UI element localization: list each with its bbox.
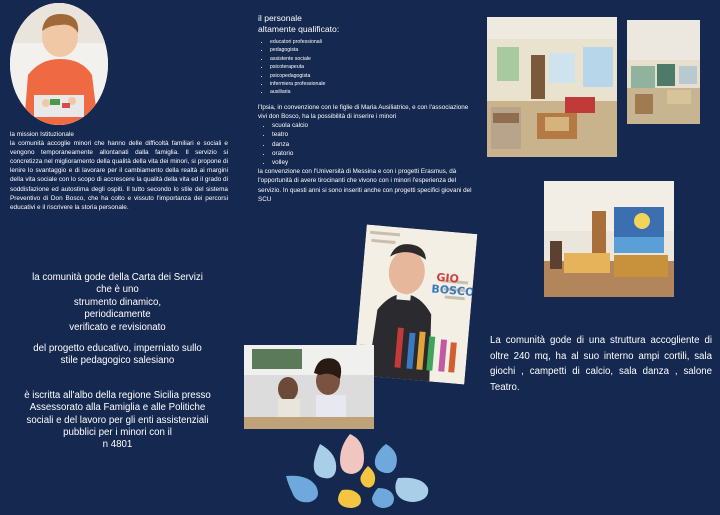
role-item: • assistente sociale — [270, 55, 473, 63]
personale-block — [258, 13, 473, 204]
activity-item: • scuola calcio — [272, 121, 473, 130]
personale-title-1: il personale — [258, 13, 302, 23]
carta-line: stile pedagogico salesiano — [60, 355, 175, 367]
albo-line: pubblici per i minori con il — [63, 427, 172, 439]
bedroom-photo — [544, 181, 674, 297]
mission-title: la mission Istituzionale — [10, 131, 74, 138]
role-item: • psicoterapeuta — [270, 63, 473, 71]
role-item: • infermiera professionale — [270, 80, 473, 88]
carta-line: del progetto educativo, imperniato sullo — [33, 343, 202, 355]
personale-title-2: altamente qualificato: — [258, 24, 340, 34]
convenzione-text: la convenzione con l'Università di Messina e con i progetti Erasmus, dà l'opportunità di avere tirocinanti che vivono con i minori l'esperienza del servizio. In questi anni si sono inseriti anche con progetti specifici giovani del SCU — [258, 168, 472, 203]
activity-item: • danza — [272, 140, 473, 149]
poster-title-2: BOSCO — [430, 282, 475, 300]
living-room-photo — [487, 17, 617, 157]
child-photo — [10, 3, 108, 125]
albo-line: Assessorato alla Famiglia e alle Politiche — [29, 402, 206, 414]
mission-block — [10, 130, 228, 212]
carta-line: periodicamente — [84, 309, 151, 321]
carta-line: che è uno — [96, 284, 139, 296]
activity-item: • teatro — [272, 130, 473, 139]
activity-item: • volley — [272, 158, 473, 167]
decorative-drops — [282, 430, 432, 510]
carta-line: la comunità gode della Carta dei Servizi — [32, 272, 203, 283]
struttura-text: La comunità gode di una struttura accogliente di oltre 240 mq, ha al suo interno ampi cortili, sala giochi , campetti di calcio, sala danza , salone Teatro. — [490, 335, 712, 393]
carta-line: strumento dinamico, — [73, 296, 162, 308]
mission-body: la comunità accoglie minori che hanno delle difficoltà familiari e sociali e vengono temporaneamente allontanati dalla famiglia. Il servizio si concretizza nel miglioramento della qualità della vita dei minori, si propone di lenire lo svantaggio e di lavorare per il cambiamento della realtà ai margini della vita sociale con lo scopo di accrescere la qualità della vita ed il grado di soddisfazione ed autostima degli ospiti. Il tutto secondo lo stile del sistema Preventivo di Don Bosco, che ha colto e vissuto l'importanza dei percorsi educativi e il riscrivere la storia personale. — [10, 140, 228, 211]
albo-line: sociali e del lavoro per gli enti assistenziali — [26, 414, 209, 426]
classroom-photo — [244, 345, 374, 429]
activities-list — [258, 121, 473, 167]
role-item: • educatori professionali — [270, 38, 473, 46]
poster-title-1: GIO — [435, 270, 460, 286]
carta-servizi-block — [10, 272, 225, 452]
carta-line: verificato e revisionato — [69, 321, 166, 333]
kitchen-photo — [627, 20, 700, 124]
albo-line: n 4801 — [102, 439, 133, 451]
role-item: • ausiliaria — [270, 88, 473, 96]
ipsia-text: l'Ipsia, in convenzione con le figlie di Maria Ausiliatrice, e con l'associazione vivi don Bosco, ha la possibilità di inserire i minori — [258, 103, 469, 121]
roles-list — [258, 38, 473, 97]
albo-line: è iscritta all'albo della regione Sicilia presso — [24, 389, 211, 401]
role-item: • pedagogista — [270, 46, 473, 54]
activity-item: • oratorio — [272, 149, 473, 158]
role-item: • psicopedagogista — [270, 72, 473, 80]
